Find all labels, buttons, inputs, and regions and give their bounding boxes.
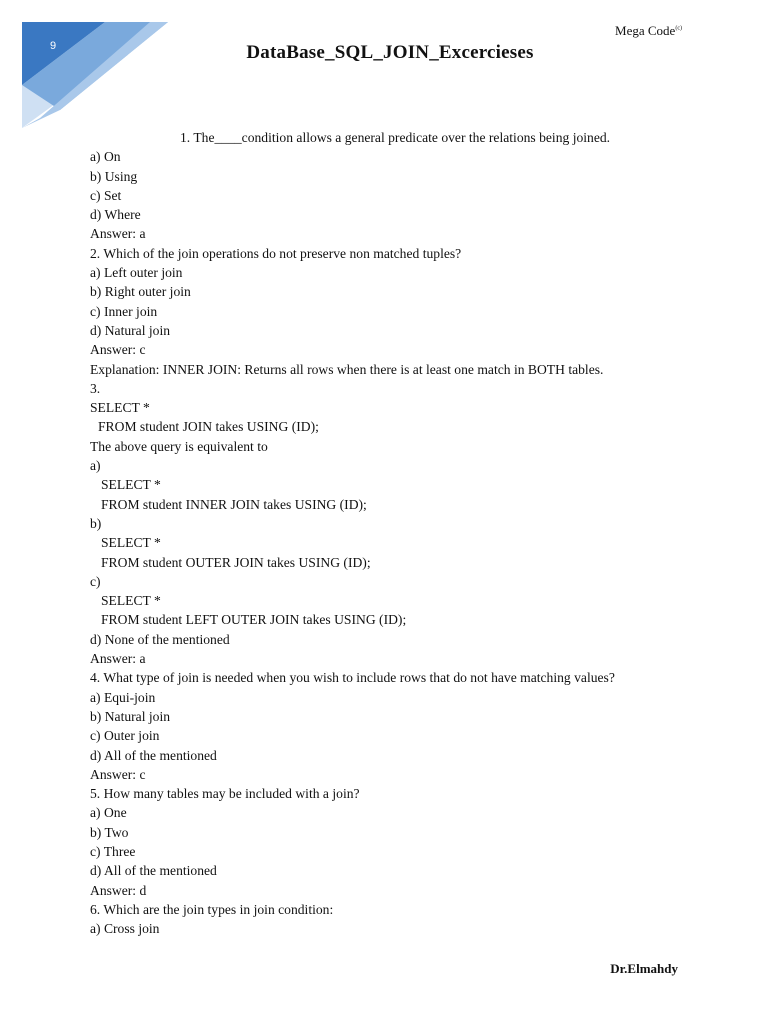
answer-line: Answer: a bbox=[90, 226, 146, 242]
answer-line: Answer: d bbox=[90, 882, 147, 898]
option-line: d) Natural join bbox=[90, 322, 171, 338]
option-line: c) Outer join bbox=[90, 728, 160, 744]
option-line: d) Where bbox=[90, 207, 141, 223]
code-line: SELECT * bbox=[101, 593, 161, 609]
page-number: 9 bbox=[50, 40, 57, 52]
question-line: The above query is equivalent to bbox=[90, 438, 268, 454]
question-line: 2. Which of the join operations do not preserve non matched tuples? bbox=[90, 245, 462, 261]
option-line: d) All of the mentioned bbox=[90, 747, 217, 763]
brand-label bbox=[615, 23, 682, 39]
option-line: b) bbox=[90, 515, 102, 531]
question-line: 4. What type of join is needed when you wish to include rows that do not have matching values? bbox=[90, 670, 615, 686]
corner-decoration bbox=[0, 0, 175, 135]
question-line: 5. How many tables may be included with a join? bbox=[90, 786, 360, 802]
page-title: DataBase_SQL_JOIN_Excercieses bbox=[246, 42, 534, 63]
code-line: SELECT * bbox=[90, 400, 150, 416]
code-line: FROM student LEFT OUTER JOIN takes USING (ID); bbox=[101, 612, 407, 628]
footer-author: Dr.Elmahdy bbox=[610, 961, 678, 976]
option-line: c) Inner join bbox=[90, 303, 158, 319]
brand-name: Mega Code bbox=[615, 23, 676, 38]
option-line: c) bbox=[90, 573, 101, 589]
option-line: a) One bbox=[90, 805, 127, 821]
option-line: a) bbox=[90, 458, 101, 474]
option-line: b) Right outer join bbox=[90, 284, 191, 300]
explanation-line: Explanation: INNER JOIN: Returns all rows when there is at least one match in BOTH tables. bbox=[90, 361, 604, 377]
brand-copyright: (c) bbox=[675, 25, 682, 32]
answer-line: Answer: a bbox=[90, 651, 146, 667]
option-line: a) Cross join bbox=[90, 921, 160, 937]
code-line: FROM student INNER JOIN takes USING (ID); bbox=[101, 496, 367, 512]
question-line: 3. bbox=[90, 380, 101, 396]
exercise-content bbox=[90, 128, 690, 938]
option-line: a) Equi-join bbox=[90, 689, 156, 705]
option-line: d) None of the mentioned bbox=[90, 631, 230, 647]
option-line: b) Using bbox=[90, 168, 138, 184]
option-line: a) Left outer join bbox=[90, 265, 183, 281]
option-line: b) Two bbox=[90, 824, 129, 840]
option-line: d) All of the mentioned bbox=[90, 863, 217, 879]
option-line: c) Set bbox=[90, 187, 122, 203]
question-line: 1. The____condition allows a general predicate over the relations being joined. bbox=[180, 130, 611, 145]
code-line: FROM student OUTER JOIN takes USING (ID); bbox=[101, 554, 371, 570]
option-line: a) On bbox=[90, 149, 121, 165]
option-line: b) Natural join bbox=[90, 708, 171, 724]
answer-line: Answer: c bbox=[90, 342, 146, 358]
question-line: 6. Which are the join types in join condition: bbox=[90, 901, 334, 917]
code-line: SELECT * bbox=[101, 535, 161, 551]
code-line: FROM student JOIN takes USING (ID); bbox=[98, 419, 319, 435]
option-line: c) Three bbox=[90, 843, 136, 859]
code-line: SELECT * bbox=[101, 477, 161, 493]
answer-line: Answer: c bbox=[90, 766, 146, 782]
